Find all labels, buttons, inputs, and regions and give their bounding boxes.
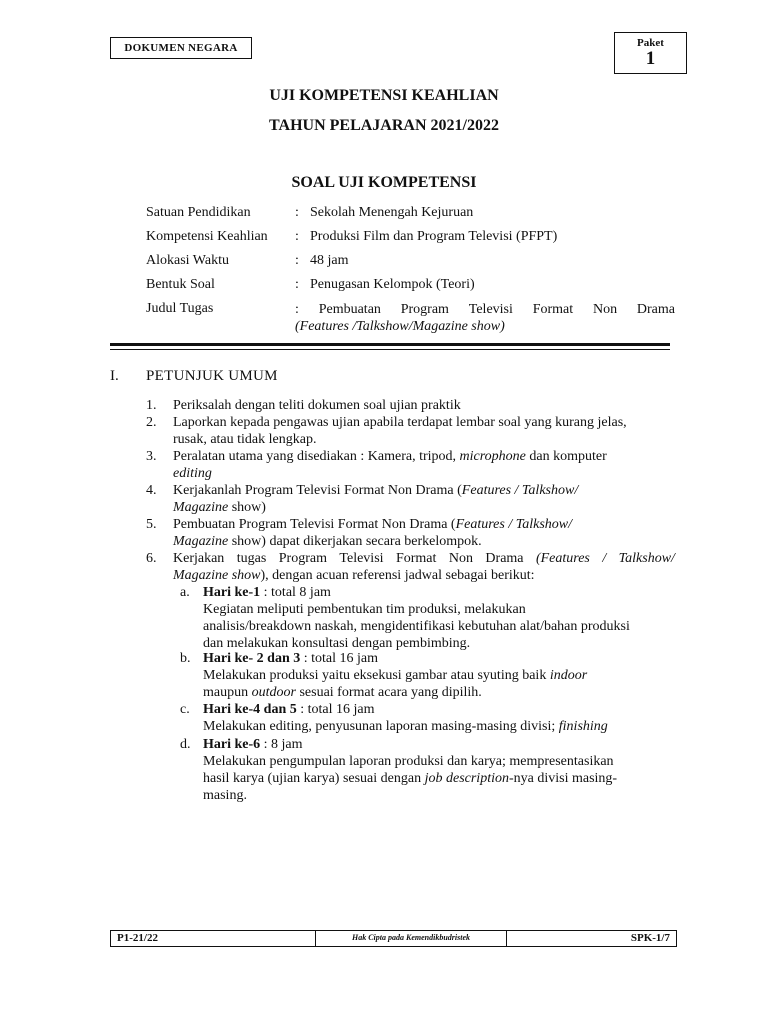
text-run: Melakukan produksi yaitu eksekusi gambar atau syuting baik xyxy=(203,668,550,683)
sub-item xyxy=(203,650,675,701)
meta-label-satuan: Satuan Pendidikan xyxy=(146,205,251,220)
section-number: I. xyxy=(110,368,119,384)
judul-word: Format xyxy=(532,302,574,317)
list-item-text xyxy=(173,465,675,482)
text-run: : 8 jam xyxy=(260,737,303,752)
text-run-bold: Hari ke-1 xyxy=(203,585,261,600)
text-run: Kerjakanlah Program Televisi Format Non Drama ( xyxy=(173,483,462,498)
list-item-number: 4. xyxy=(146,483,157,498)
judul-word: Non xyxy=(592,302,618,317)
page-subtitle: TAHUN PELAJARAN 2021/2022 xyxy=(269,117,499,134)
meta-value-alokasi: 48 jam xyxy=(310,253,349,268)
sub-item-heading xyxy=(203,650,675,667)
list-item-text xyxy=(173,533,675,550)
text-word-italic: Talkshow/ xyxy=(618,551,675,566)
sub-item-text: Kegiatan meliputi pembentukan tim produksi, melakukan xyxy=(203,602,526,617)
list-item xyxy=(173,482,675,516)
text-run-bold: Hari ke-6 xyxy=(203,737,261,752)
text-run: Pembuatan Program Televisi Format Non Drama ( xyxy=(173,517,456,532)
sub-item-heading xyxy=(203,584,675,601)
text-run: hasil karya (ujian karya) sesuai dengan xyxy=(203,771,425,786)
list-item-text xyxy=(173,499,675,516)
sub-item-text: analisis/breakdown naskah, mengidentifikasi kebutuhan alat/bahan produksi xyxy=(203,619,630,634)
sub-item xyxy=(203,701,675,735)
text-word: Drama xyxy=(485,551,524,566)
list-item xyxy=(173,448,675,482)
meta-colon: : xyxy=(295,253,299,268)
sub-item xyxy=(203,584,675,652)
sub-item-text xyxy=(203,667,675,684)
paket-label: Paket xyxy=(637,37,664,49)
meta-colon: : xyxy=(295,302,299,317)
meta-colon: : xyxy=(295,277,299,292)
text-run-italic: job description xyxy=(424,771,509,786)
sub-item-text xyxy=(203,770,675,787)
list-item-text xyxy=(173,516,675,533)
text-run: maupun xyxy=(203,685,252,700)
section-heading: SOAL UJI KOMPETENSI xyxy=(291,174,477,191)
text-run: dan komputer xyxy=(525,449,607,464)
list-item-number: 2. xyxy=(146,415,157,430)
text-run-bold: Hari ke- 2 dan 3 xyxy=(203,651,301,666)
meta-value-kompetensi: Produksi Film dan Program Televisi (PFPT) xyxy=(310,229,558,244)
page-footer xyxy=(110,930,677,947)
judul-line2: (Features /Talkshow/Magazine show) xyxy=(295,319,505,334)
list-item xyxy=(173,414,675,448)
sub-item-letter: a. xyxy=(180,585,190,600)
list-item xyxy=(173,397,675,414)
list-item-text: rusak, atau tidak lengkap. xyxy=(173,432,317,447)
sub-item-text: dan melakukan konsultasi dengan pembimbing. xyxy=(203,636,471,651)
text-run: ), dengan acuan referensi jadwal sebagai berikut: xyxy=(260,568,535,583)
meta-colon: : xyxy=(295,205,299,220)
sub-item-heading xyxy=(203,701,675,718)
judul-word: Drama xyxy=(636,302,675,317)
doc-label-text: DOKUMEN NEGARA xyxy=(124,42,238,54)
text-run-italic: finishing xyxy=(558,719,608,734)
sub-item-text xyxy=(203,684,675,701)
sub-item-heading xyxy=(203,736,675,753)
sub-item-text xyxy=(203,718,675,735)
meta-label-kompetensi: Kompetensi Keahlian xyxy=(146,229,268,244)
list-item-number: 1. xyxy=(146,398,157,413)
text-run: : total 8 jam xyxy=(260,585,331,600)
text-word: Televisi xyxy=(339,551,384,566)
judul-word: Televisi xyxy=(468,302,513,317)
list-item-text xyxy=(173,567,675,584)
divider-thin xyxy=(110,349,670,350)
text-run: Peralatan utama yang disediakan : Kamera, tripod, xyxy=(173,449,460,464)
text-run-italic: Magazine show xyxy=(173,568,261,583)
paket-box xyxy=(614,32,687,74)
footer-copyright: Hak Cipta pada Kemendikbudristek xyxy=(316,931,507,946)
sub-item-letter: c. xyxy=(180,702,190,717)
list-item-number: 5. xyxy=(146,517,157,532)
meta-label-alokasi: Alokasi Waktu xyxy=(146,253,229,268)
text-run: : total 16 jam xyxy=(300,651,378,666)
section-title: PETUNJUK UMUM xyxy=(146,368,278,384)
text-run: -nya divisi masing- xyxy=(508,771,618,786)
text-run-italic: indoor xyxy=(549,668,588,683)
text-run-bold: Hari ke-4 dan 5 xyxy=(203,702,297,717)
meta-label-bentuk: Bentuk Soal xyxy=(146,277,215,292)
sub-item-letter: b. xyxy=(180,651,191,666)
sub-item-text: masing. xyxy=(203,788,247,803)
divider-thick xyxy=(110,343,670,346)
meta-value-judul xyxy=(295,301,675,335)
text-run-italic: microphone xyxy=(459,449,526,464)
text-run-italic: Features / Talkshow/ xyxy=(455,517,573,532)
footer-code: P1-21/22 xyxy=(111,931,316,946)
page-title: UJI KOMPETENSI KEAHLIAN xyxy=(269,87,499,104)
list-item xyxy=(173,550,675,584)
document-classification-label xyxy=(110,37,252,59)
text-run-italic: outdoor xyxy=(251,685,296,700)
text-run-italic: Magazine xyxy=(173,500,229,515)
paket-number: 1 xyxy=(645,48,656,69)
sub-item xyxy=(203,736,675,804)
list-item-number: 3. xyxy=(146,449,157,464)
text-word-italic: (Features xyxy=(535,551,590,566)
judul-word: Pembuatan xyxy=(318,302,381,317)
text-run: show) dapat dikerjakan secara berkelompok. xyxy=(228,534,482,549)
footer-page-number: SPK-1/7 xyxy=(630,932,670,944)
text-word: tugas xyxy=(236,551,267,566)
list-item-text: Periksalah dengan teliti dokumen soal ujian praktik xyxy=(173,398,461,413)
meta-label-judul: Judul Tugas xyxy=(146,301,214,316)
text-word: Format xyxy=(395,551,437,566)
meta-value-bentuk: Penugasan Kelompok (Teori) xyxy=(310,277,475,292)
judul-word: Program xyxy=(400,302,449,317)
sub-item-text: Melakukan pengumpulan laporan produksi dan karya; mempresentasikan xyxy=(203,754,614,769)
text-word: Non xyxy=(448,551,473,566)
meta-value-satuan: Sekolah Menengah Kejuruan xyxy=(310,205,474,220)
meta-colon: : xyxy=(295,229,299,244)
text-word-italic: / xyxy=(602,551,607,566)
list-item-text xyxy=(173,482,675,499)
sub-item-letter: d. xyxy=(180,737,191,752)
list-item xyxy=(173,516,675,550)
text-run-italic: Features / Talkshow/ xyxy=(461,483,579,498)
text-run-italic: editing xyxy=(173,466,212,481)
text-run-italic: Magazine xyxy=(173,534,229,549)
list-item-number: 6. xyxy=(146,551,157,566)
list-item-text xyxy=(173,448,675,465)
text-run: Melakukan editing, penyusunan laporan masing-masing divisi; xyxy=(203,719,559,734)
judul-line1 xyxy=(295,301,675,318)
list-item-text xyxy=(173,550,675,567)
text-run: : total 16 jam xyxy=(296,702,375,717)
text-word: Kerjakan xyxy=(173,551,225,566)
list-item-text: Laporkan kepada pengawas ujian apabila terdapat lembar soal yang kurang jelas, xyxy=(173,415,627,430)
text-word: Program xyxy=(278,551,327,566)
text-run: sesuai format acara yang dipilih. xyxy=(295,685,482,700)
text-run: show) xyxy=(228,500,266,515)
